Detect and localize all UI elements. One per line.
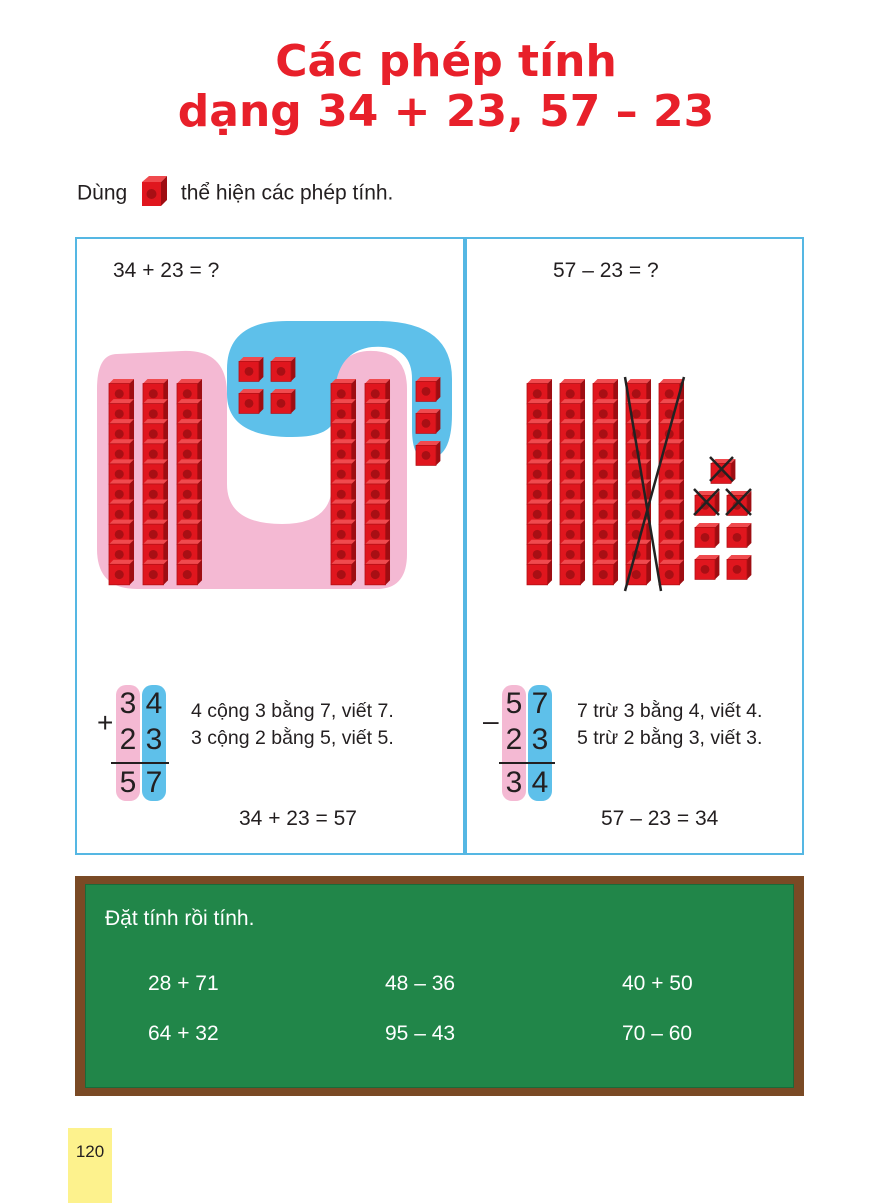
ten-rod [331, 379, 356, 585]
addition-question: 34 + 23 = ? [113, 259, 220, 282]
unit-cube [593, 560, 618, 585]
unit-cube [109, 560, 134, 585]
ten-rod [527, 379, 552, 585]
ten-rod [593, 379, 618, 585]
unit-cube [727, 555, 751, 579]
exercise-problem: 28 + 71 [148, 972, 219, 995]
result-tens-digit: 5 [119, 766, 137, 799]
unit-cubes-group [695, 459, 751, 579]
subtraction-panel [463, 237, 804, 855]
top-units-digit: 4 [145, 687, 163, 720]
ten-rod [365, 379, 390, 585]
result-units-digit: 7 [145, 766, 163, 799]
ten-rod [659, 379, 684, 585]
difference-line [499, 762, 555, 764]
exercise-problem: 40 + 50 [622, 972, 693, 995]
exercise-problem: 70 – 60 [622, 1022, 693, 1045]
unit-cube [239, 389, 263, 413]
subtraction-blocks-illustration [465, 369, 806, 629]
bottom-units-digit: 3 [531, 723, 549, 756]
exercise-problem: 48 – 36 [385, 972, 456, 995]
subtraction-explanation [577, 698, 762, 752]
result-units-digit: 4 [531, 766, 549, 799]
exercise-problem: 95 – 43 [385, 1022, 456, 1045]
plus-sign: + [97, 707, 114, 738]
bottom-tens-digit: 2 [505, 723, 523, 756]
ten-rod [109, 379, 134, 585]
ten-rod [177, 379, 202, 585]
result-tens-digit: 3 [505, 766, 523, 799]
top-tens-digit: 3 [119, 687, 137, 720]
unit-cube [239, 357, 263, 381]
page-number: 120 [75, 1142, 105, 1161]
unit-cube [271, 357, 295, 381]
page-title-line-2: dạng 34 + 23, 57 – 23 [177, 86, 715, 137]
tens-rods-group [527, 379, 684, 585]
subtraction-answer: 57 – 23 = 34 [601, 807, 719, 830]
unit-cube [416, 441, 440, 465]
bottom-units-digit: 3 [145, 723, 163, 756]
page-title-line-1: Các phép tính [275, 36, 617, 87]
exercise-problem: 64 + 32 [148, 1022, 219, 1045]
ten-rod [143, 379, 168, 585]
unit-cube [143, 560, 168, 585]
explanation-line-1: 4 cộng 3 bằng 7, viết 7. [191, 700, 394, 722]
intro-before: Dùng [77, 181, 128, 205]
explanation-line-1: 7 trừ 3 bằng 4, viết 4. [577, 700, 763, 722]
addition-blocks-illustration [77, 319, 469, 619]
unit-cube [271, 389, 295, 413]
unit-cube [416, 377, 440, 401]
chalkboard-surface [85, 884, 794, 1088]
exercise-instruction: Đặt tính rồi tính. [105, 907, 255, 930]
page-number-tab [68, 1128, 112, 1203]
unit-cube [727, 523, 751, 547]
addition-answer: 34 + 23 = 57 [239, 807, 357, 830]
unit-cube [560, 560, 585, 585]
unit-cube [331, 560, 356, 585]
addition-panel [75, 237, 467, 855]
ten-rod [560, 379, 585, 585]
unit-cube [695, 555, 719, 579]
unit-cube [177, 560, 202, 585]
intro-after: thể hiện các phép tính. [180, 181, 394, 205]
minus-sign: – [483, 705, 499, 736]
chalkboard [75, 876, 804, 1096]
top-units-digit: 7 [531, 687, 549, 720]
unit-cube [416, 409, 440, 433]
explanation-line-2: 3 cộng 2 bằng 5, viết 5. [191, 727, 394, 749]
unit-cube [659, 560, 684, 585]
intro-text [77, 174, 393, 214]
subtraction-question: 57 – 23 = ? [553, 259, 659, 282]
unit-cube [365, 560, 390, 585]
red-cube-icon [139, 174, 169, 214]
explanation-line-2: 5 trừ 2 bằng 3, viết 3. [577, 727, 763, 749]
unit-cube [527, 560, 552, 585]
bottom-tens-digit: 2 [119, 723, 137, 756]
unit-cube [695, 523, 719, 547]
addition-explanation [191, 698, 394, 752]
sum-line [111, 762, 169, 764]
top-tens-digit: 5 [505, 687, 523, 720]
